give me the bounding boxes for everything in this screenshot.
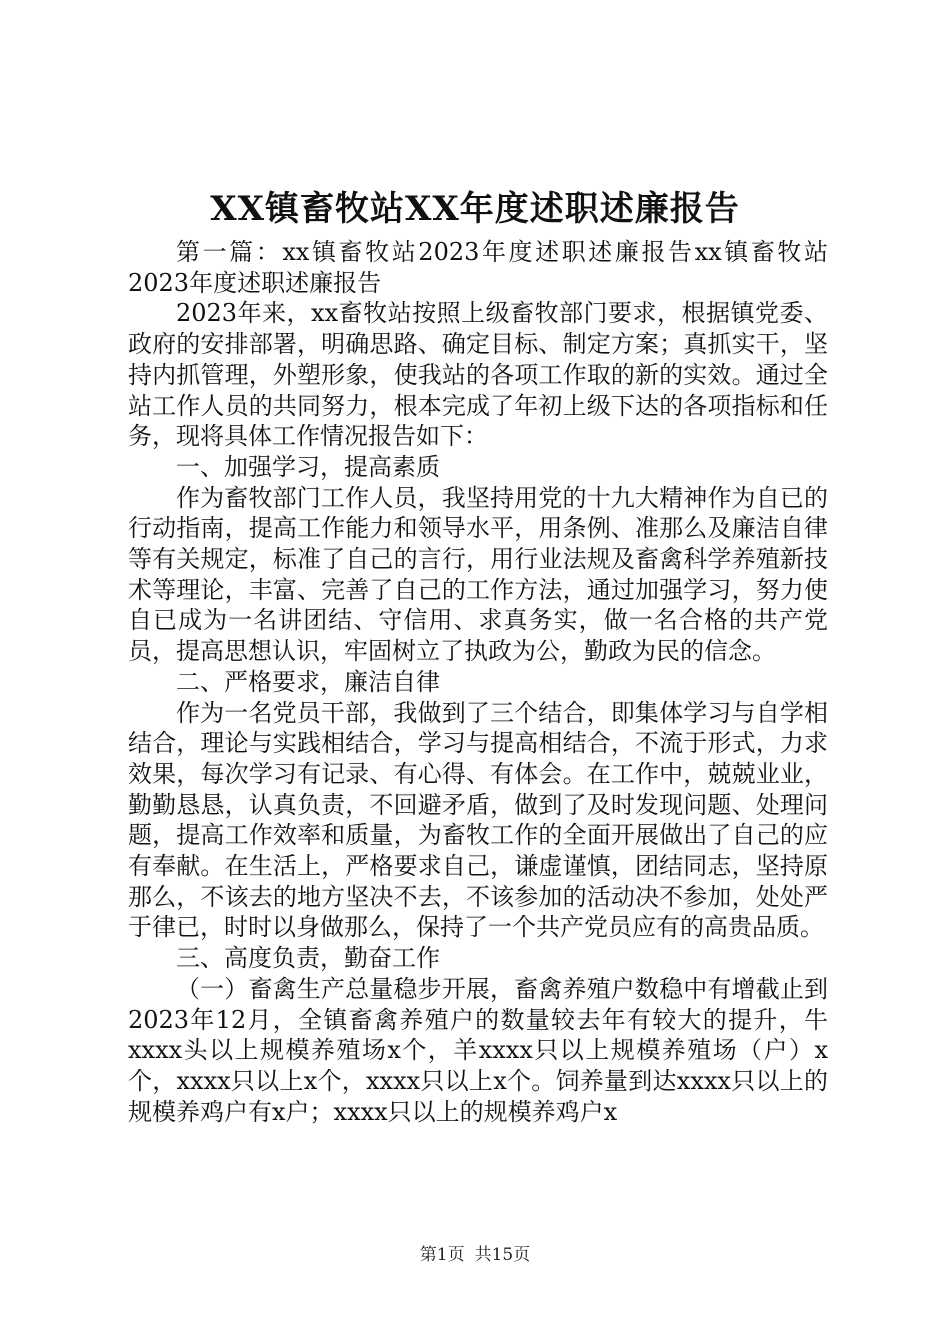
paragraph-discipline: 作为一名党员干部，我做到了三个结合，即集体学习与自学相结合，理论与实践相结合，学习与提高相结合，不流于形式，力求效果，每次学习有记录、有心得、有体会。在工作中，兢兢业业，勤勤恳恳，认真负责，不回避矛盾，做到了及时发现问题、处理问题，提高工作效率和质量，为畜牧工作的全面开展做出了自己的应有奉献。在生活上，严格要求自己，谦虚谨慎，团结同志，坚持原那么，不该去的地方坚决不去，不该参加的活动决不参加，处处严于律已，时时以身做那么，保持了一个共产党员应有的高贵品质。 bbox=[128, 698, 828, 942]
paragraph-intro: 第一篇：xx镇畜牧站2023年度述职述廉报告xx镇畜牧站2023年度述职述廉报告 bbox=[128, 238, 828, 297]
page-total: 共15页 bbox=[474, 1245, 531, 1265]
page-footer bbox=[0, 1243, 950, 1267]
paragraph-study: 作为畜牧部门工作人员，我坚持用党的十九大精神作为自已的行动指南，提高工作能力和领导水平，用条例、准那么及廉洁自律等有关规定，标准了自己的言行，用行业法规及畜禽科学养殖新技术等理论，丰富、完善了自己的工作方法，通过加强学习，努力使自已成为一名讲团结、守信用、求真务实，做一名合格的共产党员，提高思想认识，牢固树立了执政为公，勤政为民的信念。 bbox=[128, 483, 828, 666]
section-heading-2: 二、严格要求，廉洁自律 bbox=[176, 667, 440, 696]
document-body bbox=[128, 237, 828, 1127]
document-title: XX镇畜牧站XX年度述职述廉报告 bbox=[210, 189, 740, 229]
paragraph-overview: 2023年来，xx畜牧站按照上级畜牧部门要求，根据镇党委、政府的安排部署，明确思路、确定目标、制定方案；真抓实干，坚持内抓管理，外塑形象，使我站的各项工作取的新的实效。通过全站工作人员的共同努力，根本完成了年初上级下达的各项指标和任务，现将具体工作情况报告如下： bbox=[128, 299, 828, 451]
page-number: 第1页 bbox=[419, 1245, 465, 1265]
section-heading-3: 三、高度负责，勤奋工作 bbox=[176, 944, 440, 973]
section-heading-1: 一、加强学习，提高素质 bbox=[176, 452, 440, 481]
paragraph-production: （一）畜禽生产总量稳步开展，畜禽养殖户数稳中有增截止到2023年12月，全镇畜禽养殖户的数量较去年有较大的提升，牛xxxx头以上规模养殖场x个，羊xxxx只以上规模养殖场（户）x个，xxxx只以上x个，xxxx只以上x个。饲养量到达xxxx只以上的规模养鸡户有x户；xxxx只以上的规模养鸡户x bbox=[128, 974, 828, 1126]
